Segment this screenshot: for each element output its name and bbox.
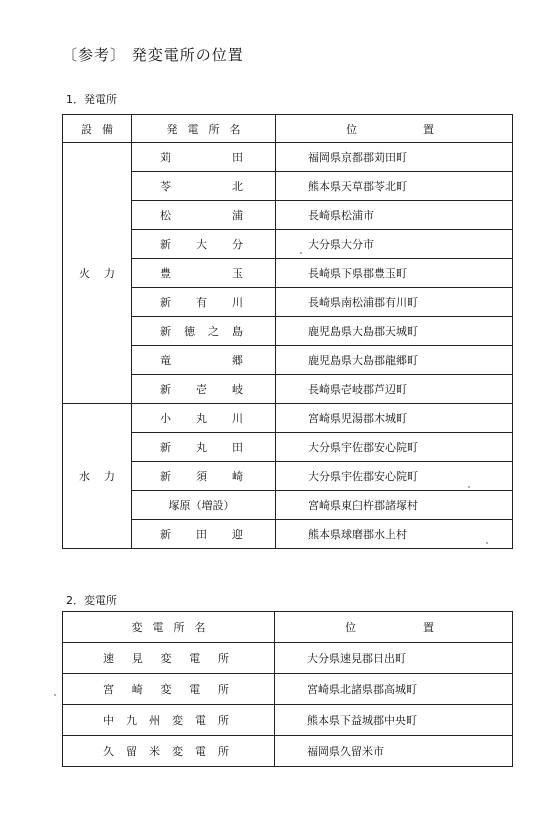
location-cell: 福岡県久留米市 xyxy=(275,736,513,767)
location-cell: 長崎県壱岐郡芦辺町 xyxy=(276,375,513,404)
scan-speck xyxy=(54,694,56,696)
name-text xyxy=(132,497,275,513)
name-char: 大 xyxy=(196,238,207,251)
name-char: 丸 xyxy=(196,441,207,454)
table-row xyxy=(63,404,513,433)
name-char: 川 xyxy=(232,296,243,309)
location-cell: 大分県宇佐郡安心院町 xyxy=(276,433,513,462)
name-char: 崎 xyxy=(131,683,143,696)
location-cell: 宮崎県東臼杵郡諸塚村 xyxy=(276,491,513,520)
name-char: 九 xyxy=(126,714,137,727)
header-char: 位 xyxy=(346,122,357,136)
table-row xyxy=(63,674,513,705)
location-cell: 大分県大分市 xyxy=(276,230,513,259)
name-char: 電 xyxy=(189,652,201,665)
header-char: 電 xyxy=(187,122,199,136)
plant-name-cell xyxy=(132,230,276,259)
equipment-type-cell xyxy=(63,143,132,404)
name-text xyxy=(132,236,275,252)
name-char: 電 xyxy=(195,714,206,727)
location-cell: 長崎県松浦市 xyxy=(276,201,513,230)
name-char: 田 xyxy=(232,441,243,454)
name-char: 中 xyxy=(103,714,114,727)
location-cell: 大分県速見郡日出町 xyxy=(275,643,513,674)
name-text xyxy=(132,149,275,165)
plant-name-cell xyxy=(132,404,276,433)
name-text xyxy=(63,743,274,759)
section-heading-power-plants: 1．発電所 xyxy=(66,93,117,106)
name-char: 所 xyxy=(218,714,229,727)
plant-name-cell xyxy=(132,520,276,549)
header-location xyxy=(276,115,513,143)
equipment-type-char: 力 xyxy=(104,470,115,483)
header-char: 置 xyxy=(423,621,434,634)
header-char: 設 xyxy=(81,122,92,136)
name-char: 川 xyxy=(232,412,243,425)
header-char: 変 xyxy=(131,621,143,634)
location-cell: 熊本県天草郡苓北町 xyxy=(276,172,513,201)
name-char: 迎 xyxy=(232,528,243,541)
name-char: 電 xyxy=(189,683,201,696)
plant-name-cell xyxy=(132,317,276,346)
name-char: 分 xyxy=(232,238,243,251)
table-header-row xyxy=(63,115,513,143)
location-cell: 大分県宇佐郡安心院町 xyxy=(276,462,513,491)
plant-name-cell xyxy=(132,433,276,462)
plant-name-cell xyxy=(132,375,276,404)
name-char: 壱 xyxy=(196,383,207,396)
header-char: 所 xyxy=(208,122,220,136)
name-char: 新 xyxy=(160,238,171,251)
name-char: 変 xyxy=(172,745,183,758)
name-text xyxy=(132,207,275,223)
location-cell: 鹿児島県大島郡龍郷町 xyxy=(276,346,513,375)
name-char: 浦 xyxy=(232,209,243,222)
table-header-row xyxy=(63,612,513,643)
name-char: 電 xyxy=(195,745,206,758)
power-plant-table xyxy=(62,114,513,549)
name-text xyxy=(63,712,274,728)
name-char: 之 xyxy=(208,325,219,338)
name-char: 苓 xyxy=(160,180,171,193)
header-char: 備 xyxy=(102,122,113,136)
name-char: 小 xyxy=(160,412,171,425)
name-text xyxy=(132,265,275,281)
header-char: 名 xyxy=(194,621,206,634)
name-char: 塚原（増設） xyxy=(168,499,235,512)
equipment-type-char: 水 xyxy=(79,470,90,483)
name-char: 竜 xyxy=(160,354,171,367)
substation-name-cell xyxy=(63,705,275,736)
substation-name-cell xyxy=(63,643,275,674)
name-char: 新 xyxy=(160,296,171,309)
location-cell: 福岡県京都郡苅田町 xyxy=(276,143,513,172)
name-char: 変 xyxy=(172,714,183,727)
name-text xyxy=(63,650,274,666)
name-char: 米 xyxy=(149,745,160,758)
table-row xyxy=(63,143,513,172)
plant-name-cell xyxy=(132,259,276,288)
name-char: 所 xyxy=(218,652,229,665)
name-char: 北 xyxy=(232,180,243,193)
section-heading-substations: 2．変電所 xyxy=(66,594,117,607)
name-char: 変 xyxy=(160,683,172,696)
location-cell: 宮崎県児湯郡木城町 xyxy=(276,404,513,433)
name-char: 苅 xyxy=(160,151,171,164)
name-text xyxy=(63,681,274,697)
plant-name-cell xyxy=(132,491,276,520)
equipment-type-char: 火 xyxy=(79,267,90,280)
scan-speck xyxy=(486,542,488,544)
name-char: 新 xyxy=(160,441,171,454)
name-char: 玉 xyxy=(232,267,243,280)
location-cell: 長崎県下県郡豊玉町 xyxy=(276,259,513,288)
name-text xyxy=(132,323,275,339)
scan-speck xyxy=(300,252,302,254)
name-text xyxy=(132,439,275,455)
name-char: 有 xyxy=(196,296,207,309)
plant-name-cell xyxy=(132,172,276,201)
name-char: 所 xyxy=(218,683,229,696)
table-row xyxy=(63,736,513,767)
equipment-type-cell xyxy=(63,404,132,549)
header-char: 置 xyxy=(423,122,434,136)
name-text xyxy=(132,381,275,397)
name-char: 所 xyxy=(218,745,229,758)
name-char: 豊 xyxy=(160,267,171,280)
name-char: 速 xyxy=(103,652,114,665)
name-char: 岐 xyxy=(232,383,243,396)
plant-name-cell xyxy=(132,288,276,317)
name-text xyxy=(132,294,275,310)
name-char: 徳 xyxy=(184,325,195,338)
header-char: 発 xyxy=(166,122,178,136)
page-title: 〔参考〕 発変電所の位置 xyxy=(62,46,244,64)
substation-name-cell xyxy=(63,674,275,705)
name-char: 田 xyxy=(232,151,243,164)
location-cell: 宮崎県北諸県郡高城町 xyxy=(275,674,513,705)
name-char: 郷 xyxy=(232,354,243,367)
location-cell: 長崎県南松浦郡有川町 xyxy=(276,288,513,317)
name-char: 新 xyxy=(160,528,171,541)
location-cell: 熊本県下益城郡中央町 xyxy=(275,705,513,736)
name-char: 丸 xyxy=(196,412,207,425)
header-plant-name xyxy=(132,115,276,143)
name-char: 崎 xyxy=(232,470,243,483)
name-text xyxy=(132,468,275,484)
substation-name-cell xyxy=(63,736,275,767)
name-text xyxy=(132,352,275,368)
header-substation-name xyxy=(63,612,275,643)
scan-speck xyxy=(468,486,470,488)
plant-name-cell xyxy=(132,143,276,172)
name-char: 見 xyxy=(131,652,143,665)
name-text xyxy=(132,178,275,194)
name-char: 新 xyxy=(160,470,171,483)
name-char: 宮 xyxy=(103,683,114,696)
equipment-type-char: 力 xyxy=(104,267,115,280)
header-char: 電 xyxy=(152,621,164,634)
name-char: 州 xyxy=(149,714,160,727)
name-char: 久 xyxy=(103,745,114,758)
location-cell: 熊本県球磨郡水上村 xyxy=(276,520,513,549)
name-char: 田 xyxy=(196,528,207,541)
plant-name-cell xyxy=(132,201,276,230)
table-row xyxy=(63,643,513,674)
name-char: 新 xyxy=(160,325,171,338)
name-text xyxy=(132,526,275,542)
plant-name-cell xyxy=(132,462,276,491)
header-char: 位 xyxy=(345,621,356,634)
header-char: 所 xyxy=(173,621,185,634)
name-char: 留 xyxy=(126,745,137,758)
header-equipment xyxy=(63,115,132,143)
header-char: 名 xyxy=(229,122,241,136)
header-location xyxy=(275,612,513,643)
name-text xyxy=(132,410,275,426)
name-char: 変 xyxy=(160,652,172,665)
name-char: 島 xyxy=(232,325,243,338)
name-char: 須 xyxy=(196,470,207,483)
plant-name-cell xyxy=(132,346,276,375)
table-row xyxy=(63,705,513,736)
substation-table xyxy=(62,611,513,767)
name-char: 松 xyxy=(160,209,171,222)
name-char: 新 xyxy=(160,383,171,396)
location-cell: 鹿児島県大島郡天城町 xyxy=(276,317,513,346)
